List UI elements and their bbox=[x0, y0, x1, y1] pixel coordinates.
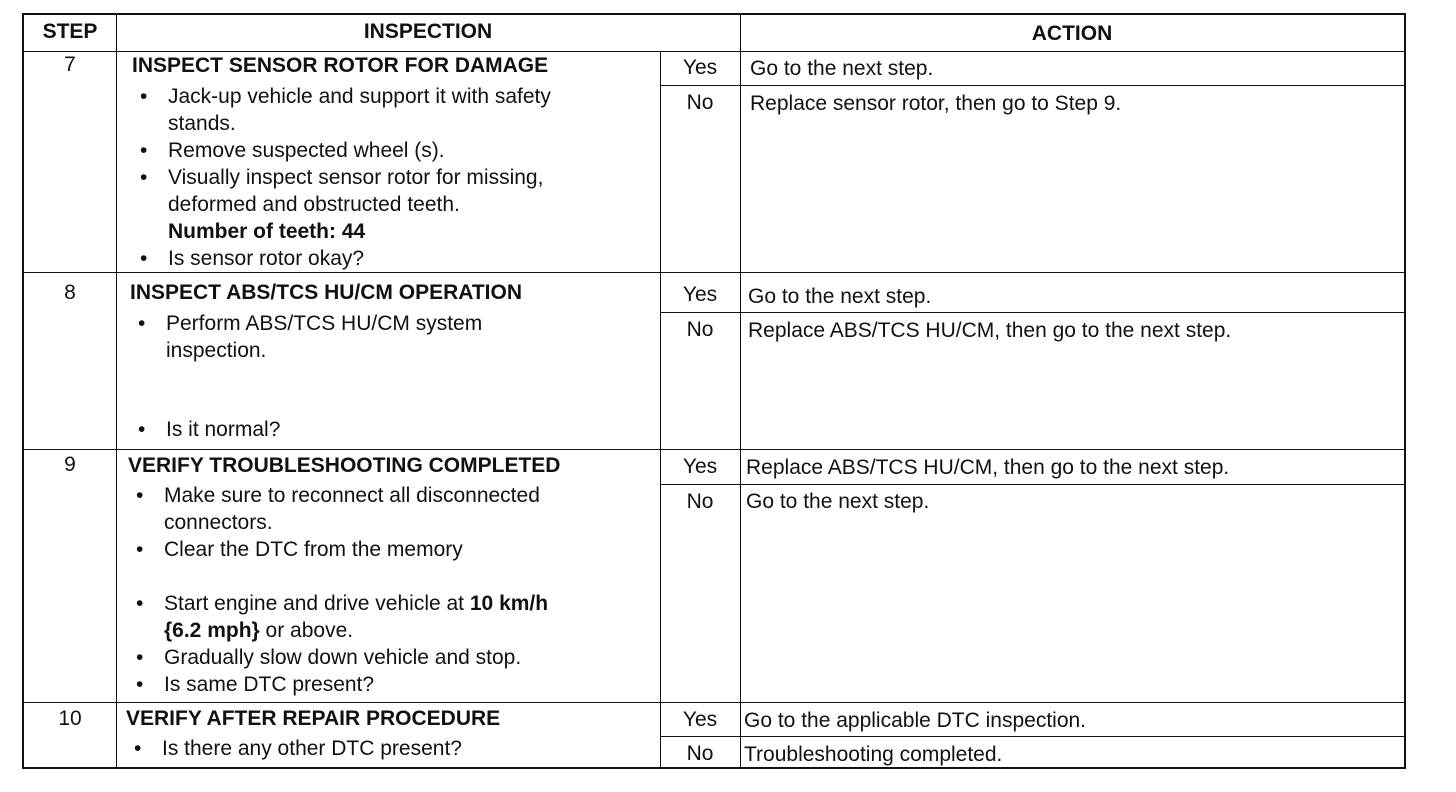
inspection-item: {6.2 mph} or above. bbox=[164, 619, 354, 642]
bullet-icon: • bbox=[136, 646, 144, 669]
inspection-question: Is there any other DTC present? bbox=[162, 737, 462, 760]
step-number: 8 bbox=[64, 281, 76, 304]
header-inspection: INSPECTION bbox=[363, 20, 493, 43]
row7-yes-divider bbox=[660, 85, 1404, 86]
bullet-icon: • bbox=[138, 312, 146, 335]
no-action: Replace sensor rotor, then go to Step 9. bbox=[750, 92, 1122, 115]
inspection-title: VERIFY TROUBLESHOOTING COMPLETED bbox=[128, 454, 561, 477]
inspection-spec: Number of teeth: 44 bbox=[168, 220, 366, 243]
row-divider-9-10 bbox=[24, 702, 1404, 703]
step-number: 9 bbox=[64, 453, 76, 476]
inspection-title: INSPECT ABS/TCS HU/CM OPERATION bbox=[130, 281, 523, 304]
header-step: STEP bbox=[42, 20, 98, 43]
inspection-item: stands. bbox=[168, 112, 236, 135]
no-label: No bbox=[686, 318, 714, 341]
bullet-icon: • bbox=[138, 418, 146, 441]
no-label: No bbox=[686, 742, 714, 765]
row-divider-7-8 bbox=[24, 272, 1404, 273]
header-action: ACTION bbox=[1031, 22, 1113, 45]
bullet-icon: • bbox=[140, 139, 148, 162]
inspection-item: Remove suspected wheel (s). bbox=[168, 139, 445, 162]
row9-yes-divider bbox=[660, 484, 1404, 485]
yes-action: Replace ABS/TCS HU/CM, then go to the next step. bbox=[746, 456, 1230, 479]
inspection-item: deformed and obstructed teeth. bbox=[168, 193, 460, 216]
yes-label: Yes bbox=[682, 708, 718, 731]
bullet-icon: • bbox=[134, 737, 142, 760]
no-label: No bbox=[686, 490, 714, 513]
inspection-title: VERIFY AFTER REPAIR PROCEDURE bbox=[126, 707, 501, 730]
bullet-icon: • bbox=[136, 538, 144, 561]
inspection-item: inspection. bbox=[166, 339, 267, 362]
col-divider-yesno bbox=[660, 51, 661, 767]
yes-label: Yes bbox=[682, 56, 718, 79]
bullet-icon: • bbox=[136, 484, 144, 507]
bullet-icon: • bbox=[140, 85, 148, 108]
inspection-item: Gradually slow down vehicle and stop. bbox=[164, 646, 522, 669]
inspection-item: Make sure to reconnect all disconnected bbox=[164, 484, 540, 507]
inspection-question: Is it normal? bbox=[166, 418, 281, 441]
bullet-icon: • bbox=[136, 592, 144, 615]
no-action: Go to the next step. bbox=[746, 490, 930, 513]
step-number: 7 bbox=[64, 53, 76, 76]
step-number: 10 bbox=[58, 707, 82, 730]
no-label: No bbox=[686, 91, 714, 114]
inspection-item: connectors. bbox=[164, 511, 273, 534]
inspection-title: INSPECT SENSOR ROTOR FOR DAMAGE bbox=[132, 54, 549, 77]
inspection-item: Start engine and drive vehicle at 10 km/h bbox=[164, 592, 549, 615]
yes-label: Yes bbox=[682, 455, 718, 478]
inspection-item: Visually inspect sensor rotor for missing, bbox=[168, 166, 544, 189]
yes-action: Go to the applicable DTC inspection. bbox=[744, 709, 1087, 732]
row10-yes-divider bbox=[660, 736, 1404, 737]
bullet-icon: • bbox=[140, 166, 148, 189]
inspection-question: Is same DTC present? bbox=[164, 673, 375, 696]
row-divider-8-9 bbox=[24, 449, 1404, 450]
row8-yes-divider bbox=[660, 312, 1404, 313]
col-divider-step bbox=[116, 15, 117, 767]
inspection-item: Jack-up vehicle and support it with safety bbox=[168, 85, 551, 108]
inspection-item: Clear the DTC from the memory bbox=[164, 538, 463, 561]
inspection-item: Perform ABS/TCS HU/CM system bbox=[166, 312, 483, 335]
troubleshooting-table bbox=[22, 13, 1406, 769]
yes-action: Go to the next step. bbox=[750, 57, 934, 80]
speed-spec-mph: {6.2 mph} bbox=[164, 619, 260, 642]
no-action: Replace ABS/TCS HU/CM, then go to the next step. bbox=[748, 319, 1232, 342]
speed-spec: 10 km/h bbox=[469, 592, 549, 615]
col-divider-action bbox=[740, 15, 741, 767]
no-action: Troubleshooting completed. bbox=[744, 743, 1003, 766]
yes-label: Yes bbox=[682, 283, 718, 306]
inspection-question: Is sensor rotor okay? bbox=[168, 247, 365, 270]
bullet-icon: • bbox=[136, 673, 144, 696]
bullet-icon: • bbox=[140, 247, 148, 270]
yes-action: Go to the next step. bbox=[748, 285, 932, 308]
